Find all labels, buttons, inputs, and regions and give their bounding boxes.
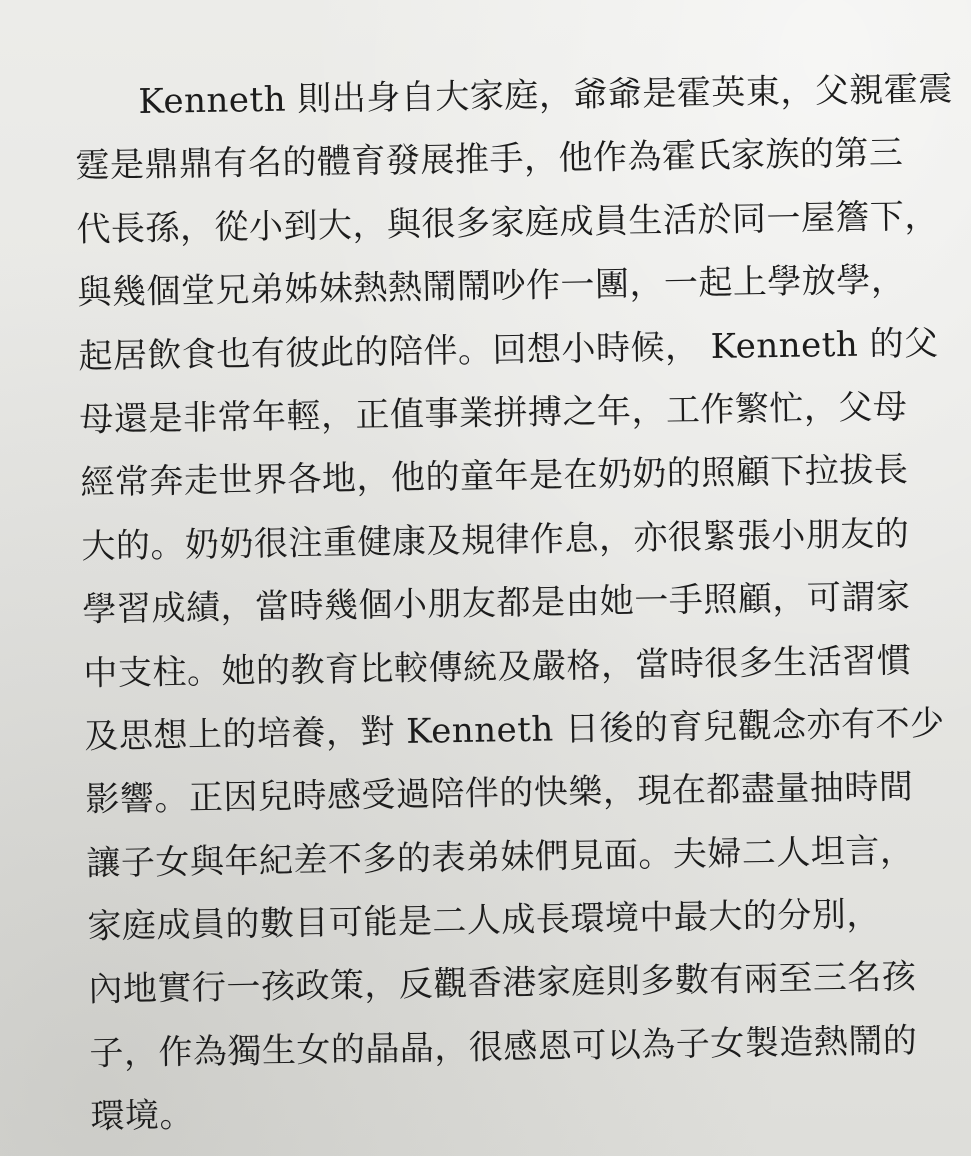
text-line: 霆是鼎鼎有名的體育發展推手，他作為霍氏家族的第三 — [75, 133, 904, 187]
text-line: Kenneth 則出身自大家庭，爺爺是霍英東，父親霍震 — [138, 69, 954, 122]
text-line: 內地實行一孩政策，反觀香港家庭則多數有兩至三名孩 — [88, 957, 917, 1011]
text-line: 讓子女與年紀差不多的表弟妹們見面。夫婦二人坦言， — [86, 830, 915, 884]
text-line: 與幾個堂兄弟姊妹熱熱鬧鬧吵作一團，一起上學放學， — [77, 260, 906, 314]
text-line: 中支柱。她的教育比較傳統及嚴格，當時很多生活習慣 — [83, 640, 912, 694]
text-line: 子，作為獨生女的晶晶，很感恩可以為子女製造熱鬧的 — [89, 1020, 918, 1074]
paragraph — [74, 59, 954, 1150]
text-line: 起居飲食也有彼此的陪伴。回想小時候， Kenneth 的父 — [78, 323, 939, 377]
text-line: 及思想上的培養，對 Kenneth 日後的育兒觀念亦有不少 — [84, 703, 945, 757]
text-line: 影響。正因兒時感受過陪伴的快樂，現在都盡量抽時間 — [85, 767, 914, 821]
text-line: 學習成績，當時幾個小朋友都是由她一手照顧，可謂家 — [82, 577, 911, 631]
text-line: 環境。 — [90, 1095, 195, 1138]
text-line: 經常奔走世界各地，他的童年是在奶奶的照顧下拉拔長 — [80, 450, 909, 504]
text-line: 家庭成員的數目可能是二人成長環境中最大的分別， — [87, 894, 882, 947]
text-line: 大的。奶奶很注重健康及規律作息，亦很緊張小朋友的 — [81, 513, 910, 567]
text-line: 代長孫，從小到大，與很多家庭成員生活於同一屋簷下， — [76, 196, 940, 250]
text-line: 母還是非常年輕，正值事業拼搏之年，工作繁忙，父母 — [79, 386, 908, 440]
